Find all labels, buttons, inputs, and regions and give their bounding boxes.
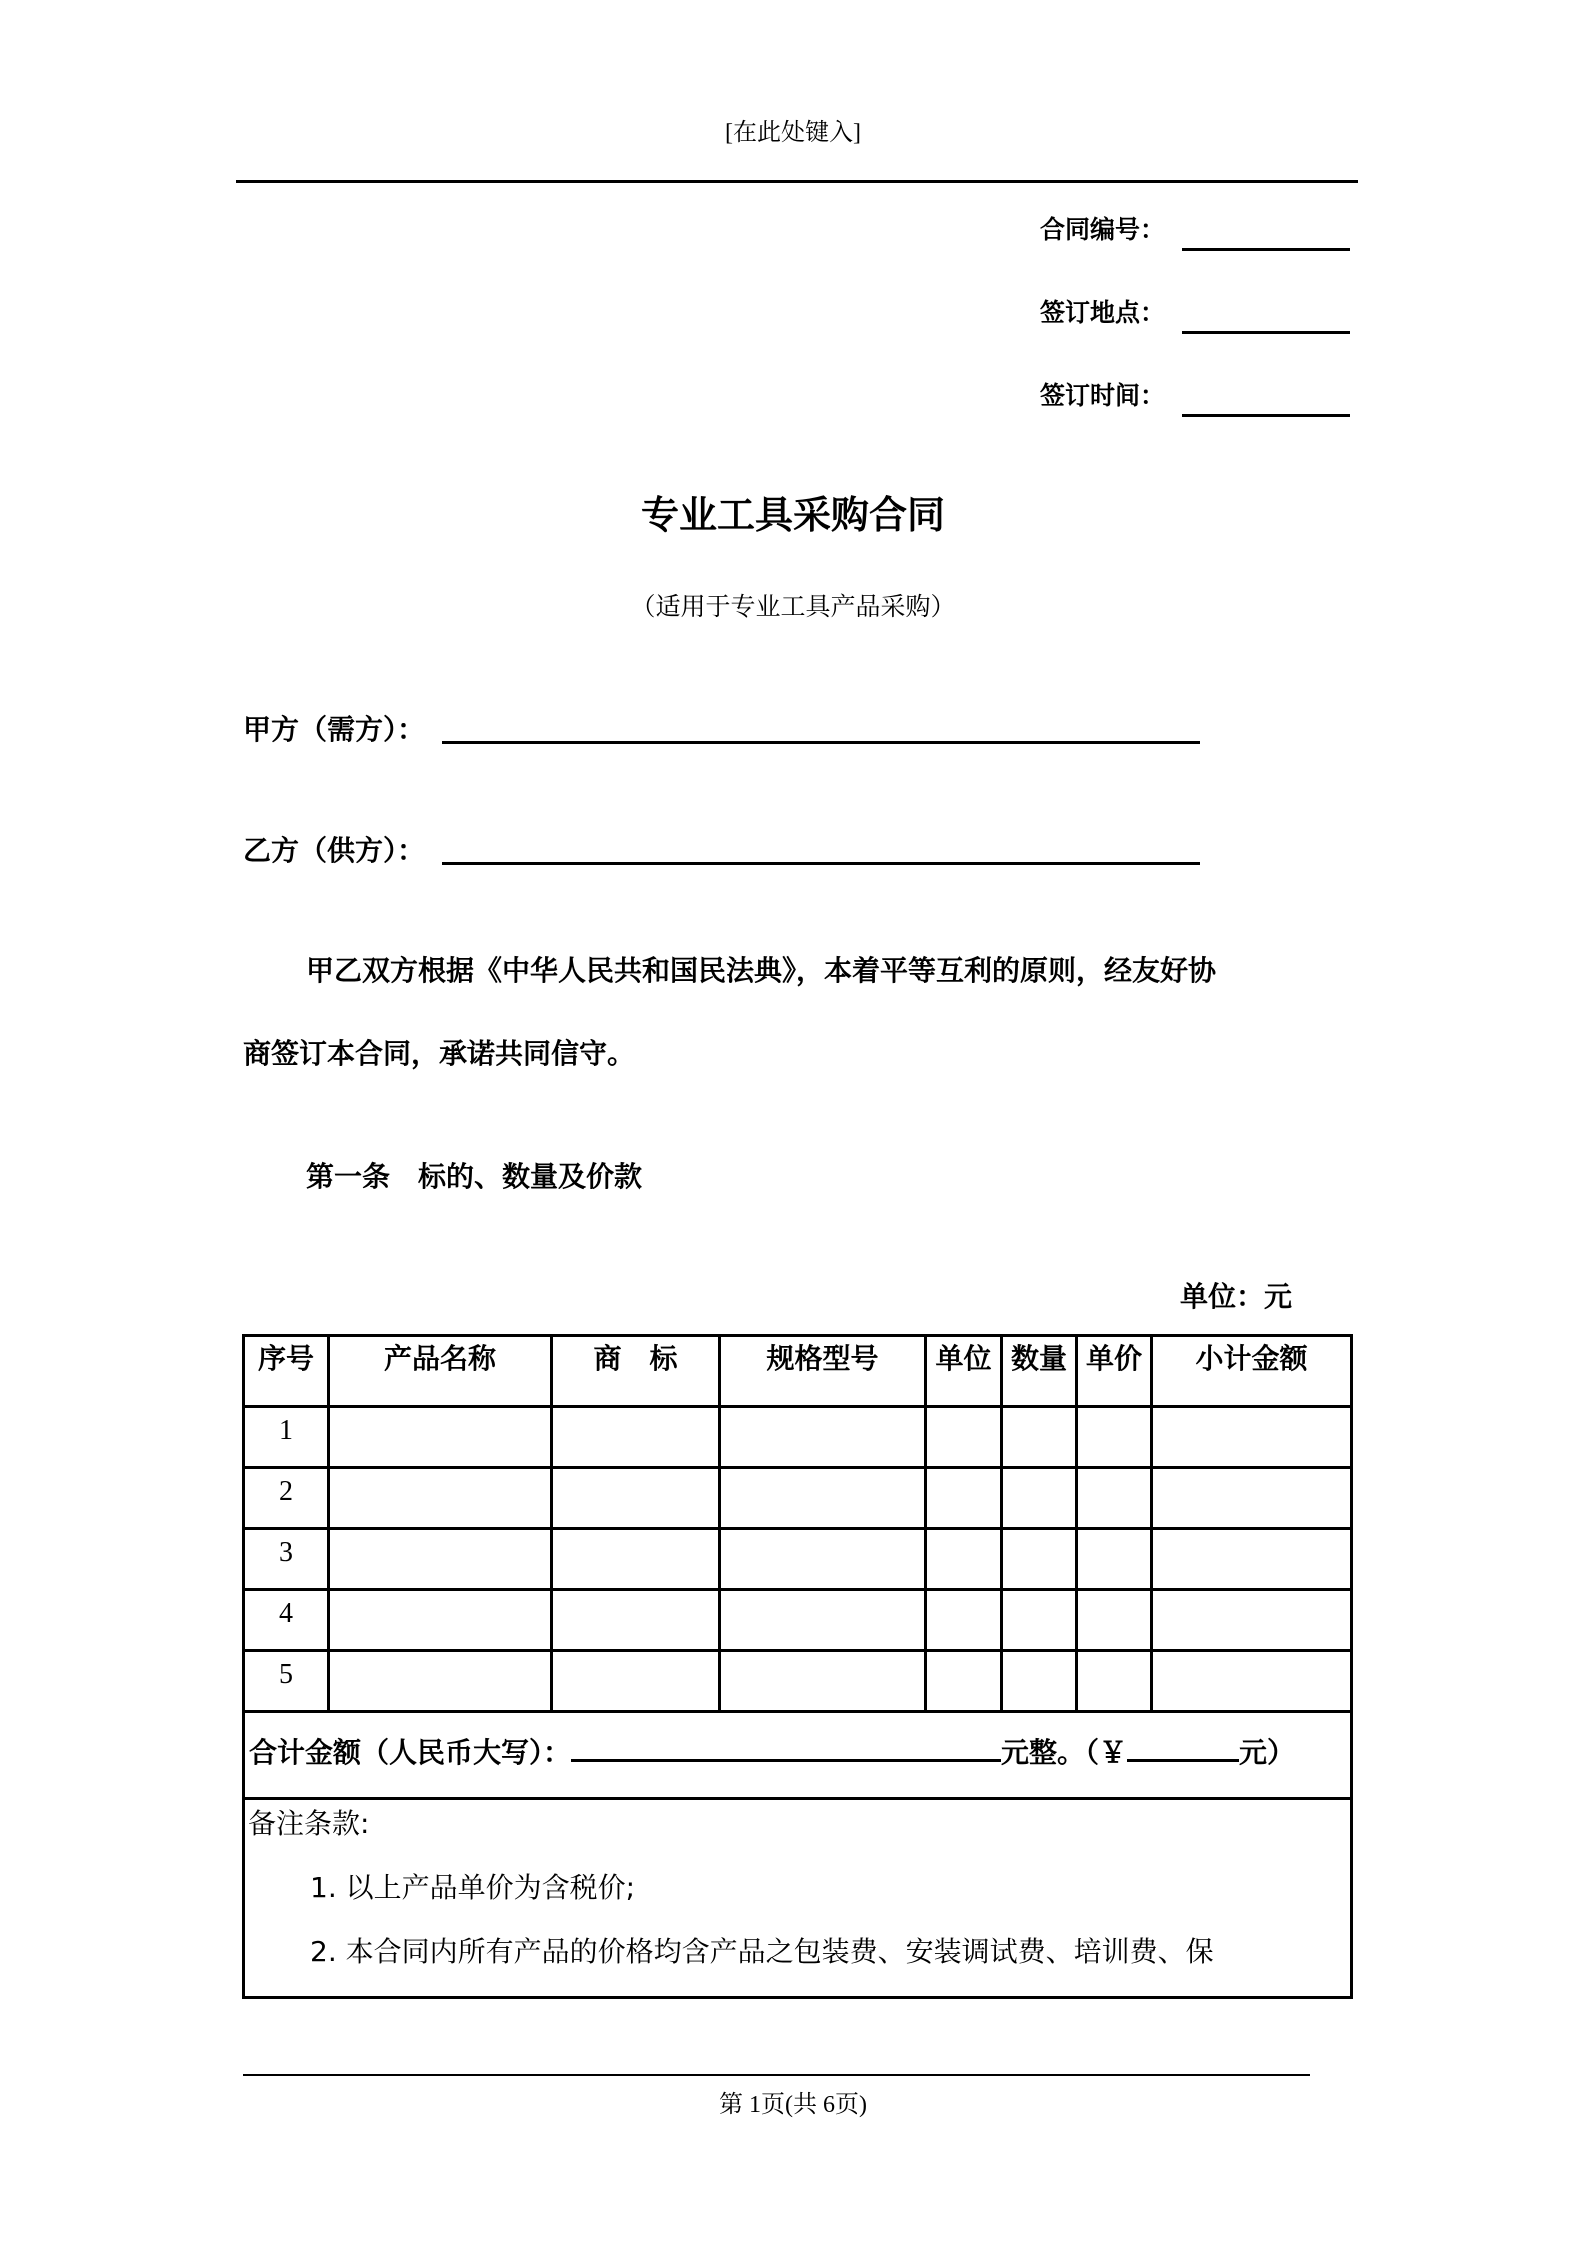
cell-subtotal[interactable] — [1152, 1529, 1352, 1590]
cell-brand[interactable] — [552, 1529, 720, 1590]
cell-price[interactable] — [1077, 1529, 1152, 1590]
cell-subtotal[interactable] — [1152, 1651, 1352, 1712]
cell-unit[interactable] — [926, 1651, 1002, 1712]
total-cell — [244, 1712, 1352, 1799]
page-header-text: [在此处键入] — [725, 120, 861, 146]
cell-spec[interactable] — [720, 1407, 926, 1468]
col-header-unit: 单位 — [926, 1336, 1002, 1407]
table-header-row — [244, 1336, 1352, 1407]
table-row — [244, 1468, 1352, 1529]
cell-seq: 1 — [244, 1407, 329, 1468]
col-header-brand: 商 标 — [552, 1336, 720, 1407]
total-amount-figures-field[interactable] — [1127, 1735, 1239, 1762]
cell-name[interactable] — [329, 1407, 552, 1468]
cell-seq: 3 — [244, 1529, 329, 1590]
table-row — [244, 1590, 1352, 1651]
cell-subtotal[interactable] — [1152, 1468, 1352, 1529]
cell-spec[interactable] — [720, 1529, 926, 1590]
cell-unit[interactable] — [926, 1529, 1002, 1590]
cell-seq: 4 — [244, 1590, 329, 1651]
signing-time-label: 签订时间： — [1040, 381, 1166, 410]
intro-line-2: 商签订本合同，承诺共同信守。 — [243, 1037, 636, 1070]
cell-spec[interactable] — [720, 1468, 926, 1529]
col-header-qty: 数量 — [1002, 1336, 1077, 1407]
cell-seq: 5 — [244, 1651, 329, 1712]
party-b-field[interactable] — [442, 862, 1200, 865]
cell-qty[interactable] — [1002, 1407, 1077, 1468]
notes-title: 备注条款: — [248, 1807, 370, 1840]
cell-unit[interactable] — [926, 1590, 1002, 1651]
cell-subtotal[interactable] — [1152, 1407, 1352, 1468]
table-row — [244, 1407, 1352, 1468]
note-item: 2. 本合同内所有产品的价格均含产品之包装费、安装调试费、培训费、保 — [310, 1935, 1214, 1968]
total-amount-words-field[interactable] — [571, 1735, 1001, 1762]
cell-subtotal[interactable] — [1152, 1590, 1352, 1651]
cell-brand[interactable] — [552, 1651, 720, 1712]
note-item: 1. 以上产品单价为含税价; — [310, 1871, 636, 1904]
intro-line-1: 甲乙双方根据《中华人民共和国民法典》，本着平等互利的原则，经友好协 — [306, 954, 1217, 987]
footer-divider — [243, 2074, 1310, 2076]
total-label: 合计金额（人民币大写）： — [249, 1736, 572, 1769]
document-subtitle: （适用于专业工具产品采购） — [630, 592, 956, 621]
signing-time-field[interactable] — [1182, 414, 1350, 417]
col-header-seq: 序号 — [244, 1336, 329, 1407]
total-row — [244, 1712, 1352, 1799]
contract-number-field[interactable] — [1182, 248, 1350, 251]
col-header-price: 单价 — [1077, 1336, 1152, 1407]
cell-spec[interactable] — [720, 1590, 926, 1651]
unit-note: 单位：元 — [1180, 1280, 1293, 1313]
col-header-spec: 规格型号 — [720, 1336, 926, 1407]
cell-qty[interactable] — [1002, 1468, 1077, 1529]
cell-price[interactable] — [1077, 1468, 1152, 1529]
party-a-field[interactable] — [442, 741, 1200, 744]
notes-cell — [244, 1799, 1352, 1998]
cell-spec[interactable] — [720, 1651, 926, 1712]
cell-unit[interactable] — [926, 1407, 1002, 1468]
cell-unit[interactable] — [926, 1468, 1002, 1529]
cell-name[interactable] — [329, 1468, 552, 1529]
cell-qty[interactable] — [1002, 1529, 1077, 1590]
total-end: 元） — [1239, 1736, 1296, 1769]
document-title: 专业工具采购合同 — [640, 493, 945, 537]
cell-name[interactable] — [329, 1651, 552, 1712]
cell-seq: 2 — [244, 1468, 329, 1529]
col-header-product-name: 产品名称 — [329, 1336, 552, 1407]
cell-brand[interactable] — [552, 1468, 720, 1529]
cell-name[interactable] — [329, 1529, 552, 1590]
total-suffix: 元整。（￥ — [1001, 1736, 1128, 1769]
page-number: 第 1页(共 6页) — [719, 2092, 867, 2118]
cell-brand[interactable] — [552, 1407, 720, 1468]
cell-price[interactable] — [1077, 1590, 1152, 1651]
col-header-subtotal: 小计金额 — [1152, 1336, 1352, 1407]
cell-brand[interactable] — [552, 1590, 720, 1651]
signing-place-label: 签订地点： — [1040, 298, 1166, 327]
party-a-label: 甲方（需方）： — [243, 713, 426, 746]
signing-place-field[interactable] — [1182, 331, 1350, 334]
cell-qty[interactable] — [1002, 1651, 1077, 1712]
items-table — [242, 1334, 1353, 1999]
table-row — [244, 1529, 1352, 1590]
cell-price[interactable] — [1077, 1651, 1152, 1712]
cell-name[interactable] — [329, 1590, 552, 1651]
table-row — [244, 1651, 1352, 1712]
party-b-label: 乙方（供方）： — [243, 834, 426, 867]
article-1-heading: 第一条 标的、数量及价款 — [306, 1160, 643, 1193]
header-divider — [236, 180, 1358, 183]
contract-number-label: 合同编号： — [1040, 215, 1166, 244]
cell-qty[interactable] — [1002, 1590, 1077, 1651]
notes-row — [244, 1799, 1352, 1998]
cell-price[interactable] — [1077, 1407, 1152, 1468]
